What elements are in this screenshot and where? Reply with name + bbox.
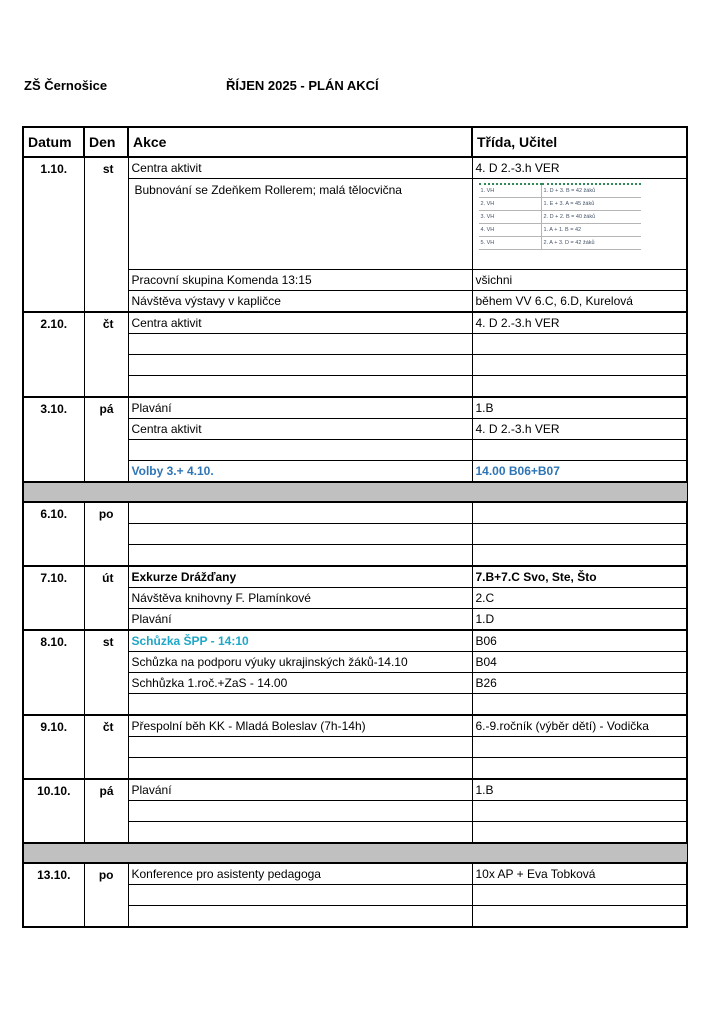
akce-cell [128,334,472,355]
day-cell: st [84,157,128,312]
trida-cell [472,694,687,716]
akce-cell: Centra aktivit [128,157,472,179]
trida-cell: během VV 6.C, 6.D, Kurelová [472,291,687,313]
table-row [23,157,687,179]
akce-cell [128,440,472,461]
trida-cell [472,758,687,780]
table-row [23,502,687,524]
akce-cell: Centra aktivit [128,312,472,334]
akce-cell [128,524,472,545]
trida-cell [472,822,687,844]
list-item: 2. VH 1. E + 3. A = 45 žáků [479,198,641,211]
list-item: 5. VH 2. A + 3. D = 42 žáků [479,237,641,250]
akce-cell: Návštěva knihovny F. Plamínkové [128,588,472,609]
date-cell: 2.10. [23,312,84,397]
day-cell: st [84,630,128,715]
table-row [23,397,687,419]
akce-cell [128,885,472,906]
trida-cell: 4. D 2.-3.h VER [472,312,687,334]
akce-cell: Exkurze Drážďany [128,566,472,588]
trida-cell: 4. D 2.-3.h VER [472,419,687,440]
akce-cell: Plavání [128,397,472,419]
akce-cell [128,376,472,398]
trida-cell: všichni [472,270,687,291]
akce-cell [128,355,472,376]
table-row [23,312,687,334]
page-title: ŘÍJEN 2025 - PLÁN AKCÍ [226,78,379,93]
school-name: ZŠ Černošice [24,78,108,93]
date-cell: 9.10. [23,715,84,779]
akce-cell [128,545,472,567]
day-cell: po [84,863,128,927]
trida-cell: 14.00 B06+B07 [472,461,687,483]
trida-cell: B26 [472,673,687,694]
akce-cell: Schhůzka 1.roč.+ZaS - 14.00 [128,673,472,694]
trida-cell [472,355,687,376]
table-row [23,779,687,801]
akce-cell: Schůzka na podporu výuky ukrajinských žáků-14.10 [128,652,472,673]
akce-cell: Bubnování se Zdeňkem Rollerem; malá tělocvična [128,179,472,270]
akce-cell [128,906,472,928]
table-row [23,566,687,588]
akce-cell: Plavání [128,609,472,631]
table-row [23,863,687,885]
akce-cell: Pracovní skupina Komenda 13:15 [128,270,472,291]
trida-cell [472,885,687,906]
trida-cell [472,502,687,524]
events-table [22,126,688,928]
table-row [23,630,687,652]
date-cell: 1.10. [23,157,84,312]
column-header-trida: Třída, Učitel [472,127,687,157]
date-cell: 6.10. [23,502,84,566]
akce-cell [128,758,472,780]
column-header-akce: Akce [128,127,472,157]
akce-cell: Návštěva výstavy v kapličce [128,291,472,313]
week-separator [23,843,687,863]
trida-cell: 1.B [472,397,687,419]
embedded-group-table [472,179,687,270]
trida-cell [472,376,687,398]
trida-cell: B04 [472,652,687,673]
table-header [23,127,687,157]
day-cell: čt [84,715,128,779]
akce-cell: Centra aktivit [128,419,472,440]
trida-cell: 4. D 2.-3.h VER [472,157,687,179]
trida-cell [472,737,687,758]
akce-cell [128,801,472,822]
trida-cell [472,524,687,545]
day-cell: pá [84,779,128,843]
akce-cell [128,694,472,716]
list-item: 4. VH 1. A + 1. B = 42 [479,224,641,237]
akce-cell [128,822,472,844]
date-cell: 7.10. [23,566,84,630]
trida-cell: B06 [472,630,687,652]
trida-cell [472,334,687,355]
date-cell: 8.10. [23,630,84,715]
akce-cell: Plavání [128,779,472,801]
day-cell: út [84,566,128,630]
akce-cell [128,737,472,758]
trida-cell: 6.-9.ročník (výběr dětí) - Vodička [472,715,687,737]
gym-groups-table [479,183,641,250]
day-cell: po [84,502,128,566]
week-separator [23,482,687,502]
trida-cell [472,906,687,928]
day-cell: pá [84,397,128,482]
akce-cell: Schůzka ŠPP - 14:10 [128,630,472,652]
day-cell: čt [84,312,128,397]
list-item: 1. VH 1. D + 3. B = 42 žáků [479,184,641,198]
date-cell: 10.10. [23,779,84,843]
trida-cell: 10x AP + Eva Tobková [472,863,687,885]
akce-cell: Konference pro asistenty pedagoga [128,863,472,885]
table-row [23,715,687,737]
trida-cell: 7.B+7.C Svo, Ste, Što [472,566,687,588]
akce-cell: Volby 3.+ 4.10. [128,461,472,483]
trida-cell [472,545,687,567]
date-cell: 13.10. [23,863,84,927]
trida-cell: 2.C [472,588,687,609]
date-cell: 3.10. [23,397,84,482]
trida-cell: 1.D [472,609,687,631]
trida-cell: 1.B [472,779,687,801]
akce-cell [128,502,472,524]
column-header-den: Den [84,127,128,157]
akce-cell: Přespolní běh KK - Mladá Boleslav (7h-14h) [128,715,472,737]
trida-cell [472,801,687,822]
list-item: 3. VH 2. D + 2. B = 40 žáků [479,211,641,224]
trida-cell [472,440,687,461]
column-header-datum: Datum [23,127,84,157]
